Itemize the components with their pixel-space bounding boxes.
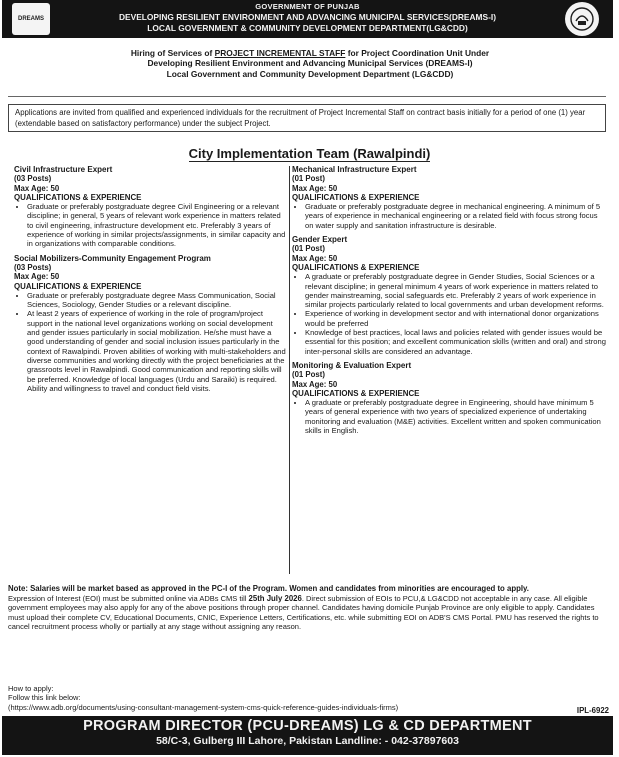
header-band <box>2 0 613 38</box>
position-max-age: Max Age: 50 <box>14 272 60 282</box>
list-item: • Experience of working in development sector and with international donor organizations would be preferred <box>305 309 608 328</box>
qualifications-heading: QUALIFICATIONS & EXPERIENCE <box>14 192 142 202</box>
note-body <box>8 594 610 632</box>
note-section <box>8 584 610 632</box>
position-title: Gender Expert <box>292 235 348 245</box>
header-program-title: DEVELOPING RESILIENT ENVIRONMENT AND ADVANCING MUNICIPAL SERVICES(DREAMS-I) <box>118 12 497 22</box>
footer-address: 58/C-3, Gulberg III Lahore, Pakistan Landline: - 042-37897603 <box>156 735 459 747</box>
qualifications-list <box>292 272 608 356</box>
position-social-mobilizers <box>14 254 286 393</box>
position-title: Social Mobilizers-Community Engagement Program <box>14 253 211 263</box>
dreams-logo-text: DREAMS <box>17 16 44 22</box>
deadline: 25th July 2026 <box>248 593 302 603</box>
position-posts: (01 Post) <box>292 244 325 254</box>
position-posts: (01 Post) <box>292 370 325 380</box>
qualifications-heading: QUALIFICATIONS & EXPERIENCE <box>292 262 420 272</box>
position-posts: (03 Posts) <box>14 174 52 184</box>
intro-box: Applications are invited from qualified and experienced individuals for the recruitment of Project Incremental Staff on contract basis initially for a period of one (1) year (extendable based on satisfactory performance) under the subject Project. <box>8 104 606 132</box>
list-item: • Knowledge of best practices, local laws and policies related with gender issues would be essential for this position; and excellent communication skills (written and oral) and strong inter-personal skills are considered an advantage. <box>305 328 608 356</box>
note-bold: Note: Salaries will be market based as approved in the PC-I of the Program. Women and candidates from minorities are encouraged to apply. <box>8 584 529 593</box>
position-monitoring-evaluation <box>292 361 608 435</box>
position-mechanical-infrastructure <box>292 165 608 230</box>
qualifications-heading: QUALIFICATIONS & EXPERIENCE <box>292 388 420 398</box>
qualifications-heading: QUALIFICATIONS & EXPERIENCE <box>292 192 420 202</box>
hiring-line-3: Local Government and Community Development Department (LG&CDD) <box>166 68 454 79</box>
list-item: • A graduate or preferably postgraduate degree in Engineering, should have minimum 5 years of general experience with two years of specialized experience of undertaking monitoring and evaluation (M&E) activities. Excellent written and spoken communication skills in English. <box>305 398 608 435</box>
position-gender-expert <box>292 235 608 356</box>
hiring-suffix: for Project Coordination Unit Under <box>345 48 490 58</box>
qualifications-list <box>292 398 608 435</box>
note-body-after: . Direct submission of EOIs to PCU,& LG&CDD not acceptable in any case. All eligible government employees may also apply for any of the above positions through proper channel. Candidates having domicile Punjab Province are only eligible to apply. Candidates must upload their complete CV, Educational Documents, CNIC, Experience Letters, Certifications, etc. while submitting EOI on ADB'S CMS Portal. PMU has reserved the rights to cancel recruitment process wholly or partially at any stage without assigning any reason. <box>8 593 599 632</box>
hiring-heading <box>60 48 560 79</box>
header-govt-title: GOVERNMENT OF PUNJAB <box>255 2 360 11</box>
qualifications-list <box>14 291 286 393</box>
position-posts: (01 Post) <box>292 174 325 184</box>
column-divider <box>289 166 290 574</box>
position-posts: (03 Posts) <box>14 262 52 272</box>
right-column <box>292 165 608 435</box>
list-item: • Graduate or preferably postgraduate degree Civil Engineering or a relevant discipline; in general, 5 years of relevant work experience in matters related to civil engineering, infrastructure development etc. Preferably 3 years of experience of working in similar projects/assignments, in similar capacity and in organizations with comparable conditions. <box>27 202 286 248</box>
position-title: Civil Infrastructure Expert <box>14 165 113 174</box>
section-title <box>0 146 619 161</box>
howto-follow: Follow this link below: <box>8 693 81 703</box>
divider-line <box>8 96 606 97</box>
howto-heading: How to apply: <box>8 684 54 693</box>
qualifications-heading: QUALIFICATIONS & EXPERIENCE <box>14 281 142 291</box>
hiring-line-2: Developing Resilient Environment and Advancing Municipal Services (DREAMS-I) <box>147 58 473 69</box>
punjab-emblem-icon <box>565 2 599 36</box>
position-max-age: Max Age: 50 <box>292 379 338 389</box>
list-item: • A graduate or preferably postgraduate degree in Gender Studies, Social Sciences or a relevant discipline; in general minimum 4 years of work experience in matters related to gender mainstreaming, social safeguards etc. Preferably 2 years of work experience in similar projects particularly related to local governments and urban development reforms. <box>305 272 608 309</box>
left-column <box>14 165 286 393</box>
position-max-age: Max Age: 50 <box>14 183 60 193</box>
ipl-code: IPL-6922 <box>576 706 609 715</box>
position-civil-infrastructure <box>14 165 286 249</box>
header-department-title: LOCAL GOVERNMENT & COMMUNITY DEVELOPMENT DEPARTMENT(LG&CDD) <box>147 23 468 33</box>
dreams-logo-icon <box>12 3 50 35</box>
apply-link[interactable]: (https://www.adb.org/documents/using-consultant-management-system-cms-quick-reference-guides-individuals-firms) <box>8 702 399 712</box>
list-item: • Graduate or preferably postgraduate degree Mass Communication, Social Sciences, Sociology, Gender Studies or a relevant discipline. <box>27 291 286 310</box>
footer-title: PROGRAM DIRECTOR (PCU-DREAMS) LG & CD DEPARTMENT <box>83 718 532 734</box>
hiring-highlight: PROJECT INCREMENTAL STAFF <box>214 48 346 58</box>
footer-band <box>2 716 613 755</box>
hiring-line-1 <box>60 48 560 58</box>
qualifications-list <box>292 202 608 230</box>
list-item: • At least 2 years of experience of working in the role of program/project support in the national level organizations working on social development and gender issues particularly in social mobilization. He/she must have a good understanding of gender and social inclusion issues particularly in the context of Rawalpindi. Proven abilities of working with multi-stakeholders and diverse communities and working directly with the project beneficiaries at the grassroots level in Rawalpindi. Good communication and reporting skills will be preferred. Knowledge of local languages (Urdu and Saraiki) is required. Ability and willingness to travel and conduct field visits. <box>27 309 286 393</box>
position-title: Mechanical Infrastructure Expert <box>292 165 417 174</box>
position-max-age: Max Age: 50 <box>292 183 338 193</box>
list-item: • Graduate or preferably postgraduate degree in mechanical engineering. A minimum of 5 years of experience in mechanical engineering or a related field with focus strong focus on water supply and sanitation infrastructure is desirable. <box>305 202 608 230</box>
hiring-prefix: Hiring of Services of <box>130 48 215 58</box>
qualifications-list <box>14 202 286 248</box>
note-body-before: Expression of Interest (EOI) must be submitted online via ADBs CMS till <box>8 593 249 603</box>
position-max-age: Max Age: 50 <box>292 253 338 263</box>
position-title: Monitoring & Evaluation Expert <box>292 360 412 370</box>
how-to-apply <box>8 684 528 712</box>
section-title-text: City Implementation Team (Rawalpindi) <box>188 146 431 161</box>
